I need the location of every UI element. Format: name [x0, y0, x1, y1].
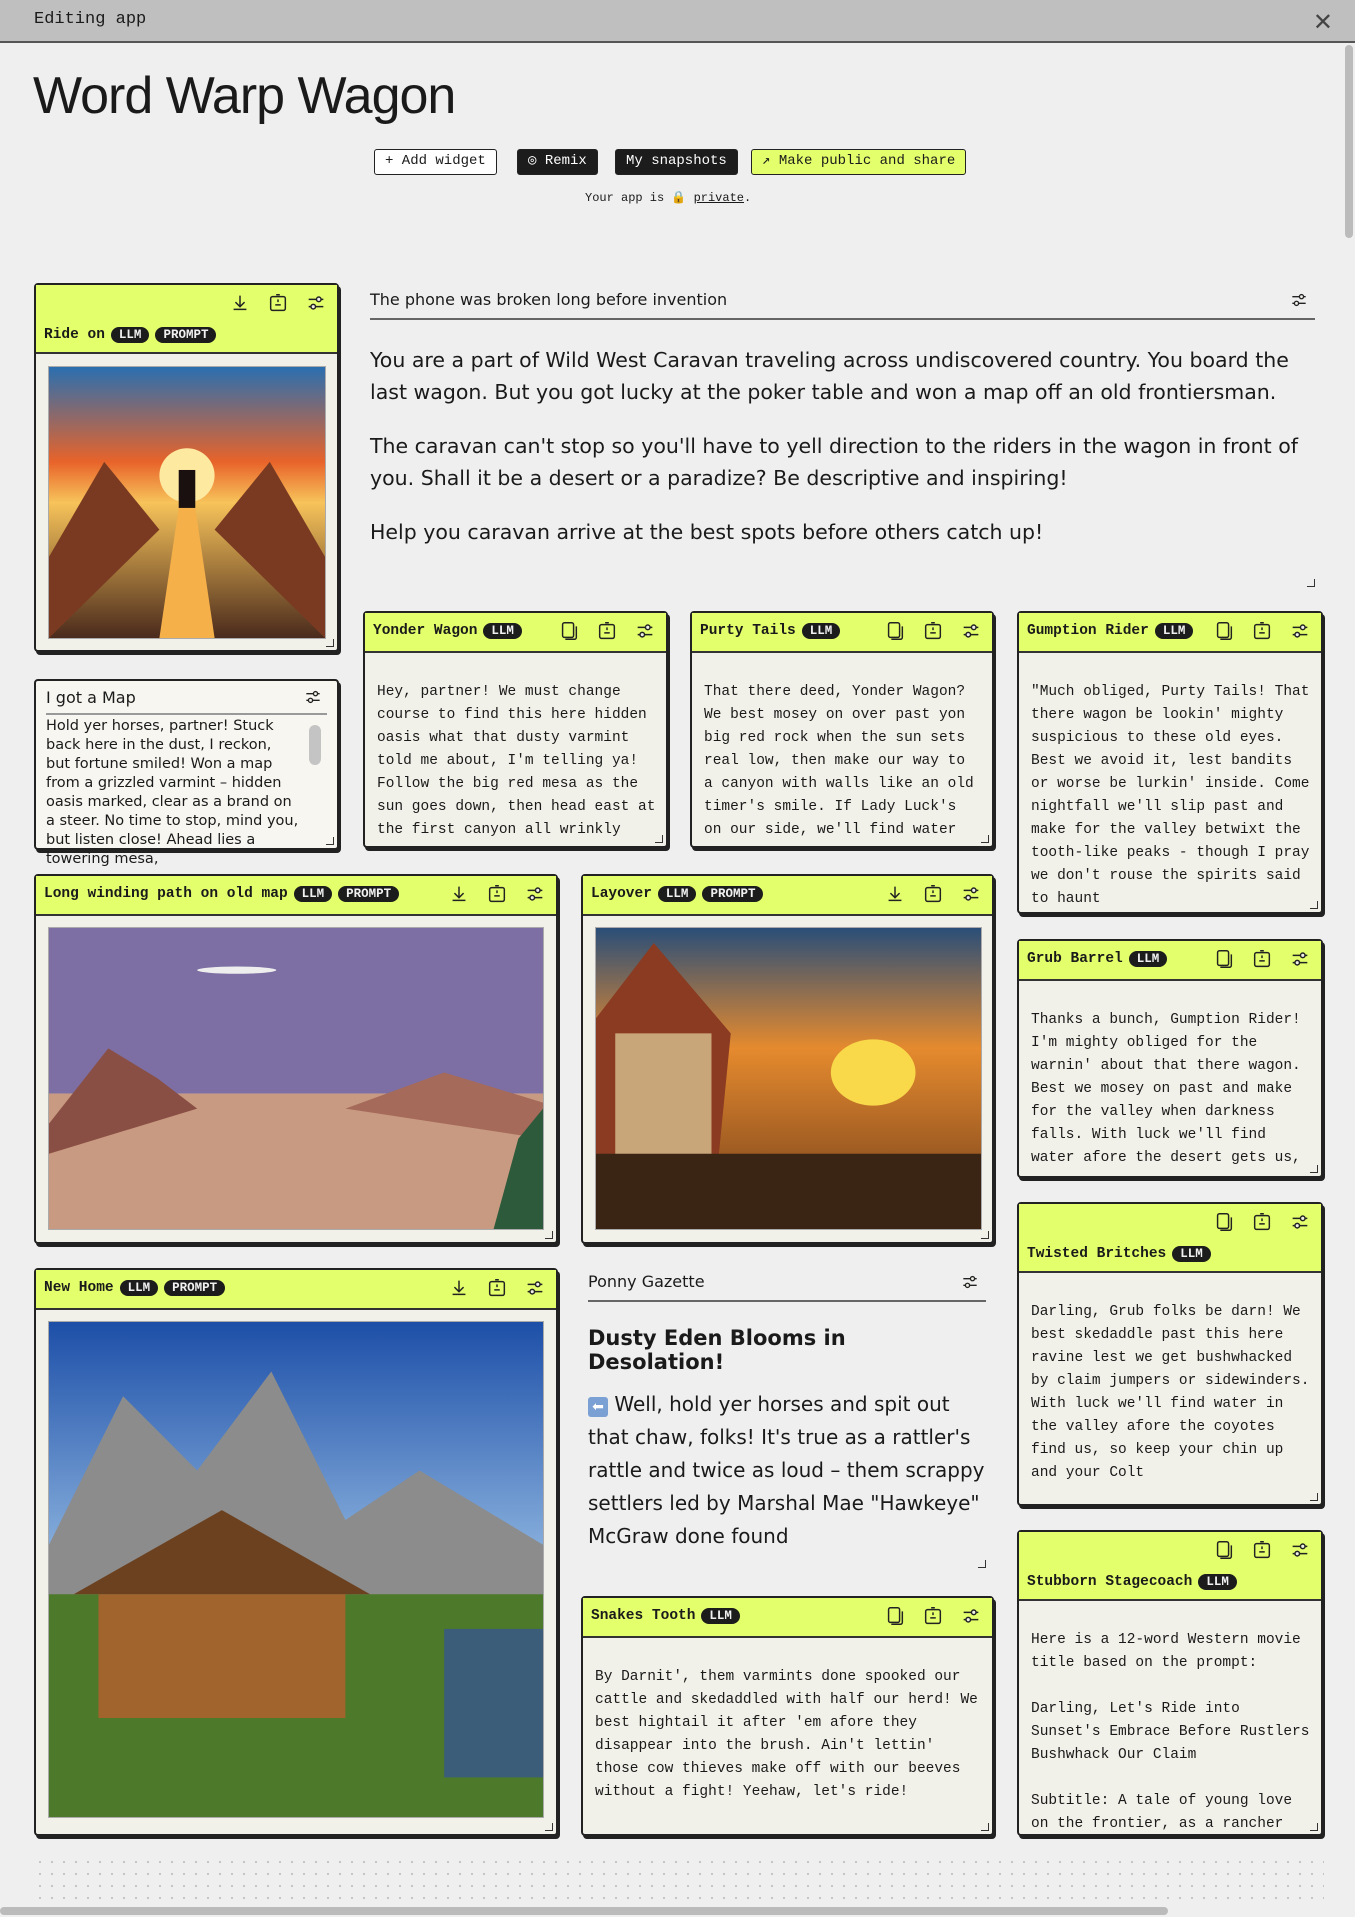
settings-icon[interactable]	[634, 620, 656, 642]
copy-icon[interactable]	[1213, 1539, 1235, 1561]
widget-title: Snakes Tooth	[591, 1608, 696, 1624]
widget-header	[583, 876, 992, 916]
resize-handle[interactable]	[545, 1823, 553, 1831]
settings-icon[interactable]	[1289, 290, 1309, 310]
prompt-paragraph: You are a part of Wild West Caravan traveling across undiscovered country. You board the last wagon. But you got lucky at the poker table and won a map off an old frontiersman.	[370, 348, 1289, 404]
make-public-share-button[interactable]: ↗ Make public and share	[751, 149, 966, 175]
llm-badge: LLM	[1172, 1246, 1211, 1262]
close-icon[interactable]: ✕	[1312, 8, 1333, 36]
resize-handle[interactable]	[1310, 1165, 1318, 1173]
settings-icon[interactable]	[960, 883, 982, 905]
export-icon[interactable]	[1251, 1539, 1273, 1561]
download-icon[interactable]	[448, 1277, 470, 1299]
prompt-badge: PROMPT	[702, 886, 763, 902]
widget-snakes-tooth[interactable]	[581, 1596, 994, 1836]
widget-output: That there deed, Yonder Wagon? We best mosey on over past yon big red rock when the sun sets real low, then make our way to a canyon with walls like an old timer's smile. If Lady Luck's on our side, we'll find water	[704, 684, 983, 838]
copy-icon[interactable]	[1213, 948, 1235, 970]
lock-icon: 🔒	[671, 191, 687, 205]
prompt-header	[370, 290, 1315, 320]
widget-header	[1019, 1204, 1321, 1273]
desert-landscape-image	[48, 927, 544, 1230]
widget-title: Long winding path on old map	[44, 886, 288, 902]
download-icon[interactable]	[884, 883, 906, 905]
settings-icon[interactable]	[960, 1605, 982, 1627]
llm-badge: LLM	[802, 623, 841, 639]
widget-gumption-rider[interactable]	[1017, 611, 1323, 914]
widget-yonder-wagon[interactable]	[363, 611, 668, 848]
resize-handle[interactable]	[655, 835, 663, 843]
prompt-paragraph: Help you caravan arrive at the best spots before others catch up!	[370, 520, 1044, 544]
mountain-cabin-image	[48, 1321, 544, 1818]
resize-handle[interactable]	[978, 1560, 986, 1568]
prompt-title: The phone was broken long before invention	[370, 290, 728, 309]
widget-title: Stubborn Stagecoach	[1027, 1574, 1193, 1590]
app-title: Word Warp Wagon	[33, 67, 456, 125]
settings-icon[interactable]	[305, 292, 327, 314]
export-icon[interactable]	[922, 883, 944, 905]
canvas-dot-grid	[34, 1856, 1324, 1906]
settings-icon[interactable]	[1289, 1539, 1311, 1561]
settings-icon[interactable]	[1289, 1211, 1311, 1233]
copy-icon[interactable]	[884, 1605, 906, 1627]
resize-handle[interactable]	[326, 837, 334, 845]
sunset-rider-image	[48, 366, 326, 639]
widget-new-home[interactable]	[34, 1268, 558, 1836]
widget-title: Ride on	[44, 327, 105, 343]
widget-output: Here is a 12-word Western movie title based on the prompt: Darling, Let's Ride into Sunset's Embrace Before Rustlers Bushwhack Our Claim Subtitle: A tale of young love on the frontier, as a rancher	[1031, 1632, 1310, 1832]
widget-output: Darling, Grub folks be darn! We best skedaddle past this here ravine lest we get bushwhacked by claim jumpers or sidewinders. With luck we'll find water in the valley afore the coyotes find us, so keep your chin up and your Colt	[1031, 1304, 1319, 1481]
widget-header	[1019, 1532, 1321, 1601]
add-widget-button[interactable]: + Add widget	[374, 149, 497, 175]
text-scrollbar[interactable]	[309, 725, 321, 765]
widget-stubborn-stagecoach[interactable]	[1017, 1530, 1323, 1836]
widget-title: Gumption Rider	[1027, 623, 1149, 639]
llm-badge: LLM	[1129, 951, 1168, 967]
widget-header	[36, 1270, 556, 1310]
resize-handle[interactable]	[981, 835, 989, 843]
widget-header	[583, 1598, 992, 1638]
llm-badge: LLM	[483, 623, 522, 639]
widget-twisted-britches[interactable]	[1017, 1202, 1323, 1506]
prompt-badge: PROMPT	[155, 327, 216, 343]
copy-icon[interactable]	[884, 620, 906, 642]
widget-title: New Home	[44, 1280, 114, 1296]
settings-icon[interactable]	[1289, 948, 1311, 970]
export-icon[interactable]	[486, 1277, 508, 1299]
widget-header	[36, 285, 337, 354]
settings-icon[interactable]	[960, 620, 982, 642]
export-icon[interactable]	[1251, 1211, 1273, 1233]
resize-handle[interactable]	[326, 639, 334, 647]
widget-title: Twisted Britches	[1027, 1246, 1167, 1262]
widget-header	[1019, 941, 1321, 981]
gazette-article: Well, hold yer horses and spit out that chaw, folks! It's true as a rattler's rattle and twice as loud – them scrappy settlers led by Marshal Mae "Hawkeye" McGraw done found	[588, 1392, 985, 1548]
window-title: Editing app	[34, 10, 147, 29]
widget-output: Hey, partner! We must change course to find this here hidden oasis what that dusty varmint told me about, I'm telling ya! Follow the big red mesa as the sun goes down, then head east at the first canyon all wrinkly	[377, 684, 665, 838]
privacy-label: Your app is	[585, 191, 665, 205]
widget-output: By Darnit', them varmints done spooked our cattle and skedaddled with half our herd! We best hightail it after 'em afore they disappear into the brush. Ain't lettin' those cow thieves make off with our beeves without a fight! Yeehaw, let's ride!	[595, 1669, 987, 1800]
widget-header	[36, 876, 556, 916]
gazette-headline: Dusty Eden Blooms in Desolation!	[588, 1326, 846, 1374]
llm-badge: LLM	[294, 886, 333, 902]
prompt-badge: PROMPT	[164, 1280, 225, 1296]
resize-handle[interactable]	[1307, 579, 1315, 587]
widget-layover[interactable]	[581, 874, 994, 1244]
caravan-camp-painting	[595, 927, 982, 1230]
scrollbar-thumb[interactable]	[1345, 45, 1353, 238]
widget-grub-barrel[interactable]	[1017, 939, 1323, 1178]
window-titlebar	[0, 0, 1355, 43]
widget-header	[692, 613, 992, 653]
settings-icon[interactable]	[303, 687, 323, 707]
resize-handle[interactable]	[981, 1231, 989, 1239]
remix-button[interactable]: ◎ Remix	[517, 149, 598, 175]
widget-title: I got a Map	[46, 688, 136, 707]
widget-title: Grub Barrel	[1027, 951, 1123, 967]
widget-header	[365, 613, 666, 653]
widget-i-got-a-map[interactable]	[34, 679, 339, 867]
llm-badge: LLM	[701, 1608, 740, 1624]
resize-handle[interactable]	[1310, 1493, 1318, 1501]
export-icon[interactable]	[922, 1605, 944, 1627]
copy-icon[interactable]	[1213, 1211, 1235, 1233]
widget-title: Purty Tails	[700, 623, 796, 639]
privacy-link[interactable]: private	[693, 191, 744, 205]
settings-icon[interactable]	[960, 1272, 980, 1292]
prompt-paragraph: The caravan can't stop so you'll have to yell direction to the riders in the wagon in front of you. Shall it be a desert or a paradize? Be descriptive and inspiring!	[370, 434, 1298, 490]
privacy-suffix: .	[744, 191, 752, 205]
resize-handle[interactable]	[1310, 901, 1318, 909]
download-icon[interactable]	[448, 883, 470, 905]
widget-long-winding-path[interactable]	[34, 874, 558, 1244]
export-icon[interactable]	[486, 883, 508, 905]
widget-title: Yonder Wagon	[373, 623, 478, 639]
prompt-badge: PROMPT	[338, 886, 399, 902]
llm-badge: LLM	[658, 886, 697, 902]
export-icon[interactable]	[1251, 948, 1273, 970]
settings-icon[interactable]	[524, 1277, 546, 1299]
privacy-status	[585, 190, 751, 205]
export-icon[interactable]	[1251, 620, 1273, 642]
settings-icon[interactable]	[1289, 620, 1311, 642]
widget-purty-tails[interactable]	[690, 611, 994, 848]
prompt-text-widget[interactable]	[370, 290, 1315, 587]
export-icon[interactable]	[596, 620, 618, 642]
widget-header	[1019, 613, 1321, 653]
widget-ride-on[interactable]	[34, 283, 339, 652]
export-icon[interactable]	[922, 620, 944, 642]
my-snapshots-button[interactable]: My snapshots	[615, 149, 738, 175]
gazette-header	[588, 1272, 986, 1302]
widget-output: Thanks a bunch, Gumption Rider! I'm mighty obliged for the warnin' about that there wagon. Best we mosey on past and make for the valley when darkness falls. With luck we'll find water afore the desert gets us,	[1031, 1012, 1310, 1166]
resize-handle[interactable]	[1310, 1823, 1318, 1831]
resize-handle[interactable]	[545, 1231, 553, 1239]
widget-ponny-gazette[interactable]	[588, 1272, 986, 1568]
vertical-scrollbar[interactable]	[1345, 45, 1353, 1905]
back-arrow-emoji-icon: ⬅	[588, 1397, 608, 1417]
copy-icon[interactable]	[558, 620, 580, 642]
llm-badge: LLM	[1155, 623, 1194, 639]
resize-handle[interactable]	[981, 1823, 989, 1831]
widget-title: Layover	[591, 886, 652, 902]
widget-output: "Much obliged, Purty Tails! That there wagon be lookin' mighty suspicious to these old eyes. Best we avoid it, lest bandits or worse be lurkin' inside. Come nightfall we'll slip past and make for the valley betwixt the tooth-like peaks - though I pray we don't rouse the spirits said to haunt	[1031, 684, 1319, 907]
copy-icon[interactable]	[1213, 620, 1235, 642]
download-icon[interactable]	[229, 292, 251, 314]
llm-badge: LLM	[120, 1280, 159, 1296]
widget-title: Ponny Gazette	[588, 1272, 705, 1291]
horizontal-scrollbar[interactable]	[0, 1907, 1168, 1915]
export-icon[interactable]	[267, 292, 289, 314]
llm-badge: LLM	[111, 327, 150, 343]
map-text: Hold yer horses, partner! Stuck back here in the dust, I reckon, but fortune smiled! Won a map from a grizzled varmint – hidden oasis marked, clear as a brand on a steer. No time to stop, mind you, but listen close! Ahead lies a towering mesa,	[46, 718, 299, 867]
settings-icon[interactable]	[524, 883, 546, 905]
llm-badge: LLM	[1198, 1574, 1237, 1590]
